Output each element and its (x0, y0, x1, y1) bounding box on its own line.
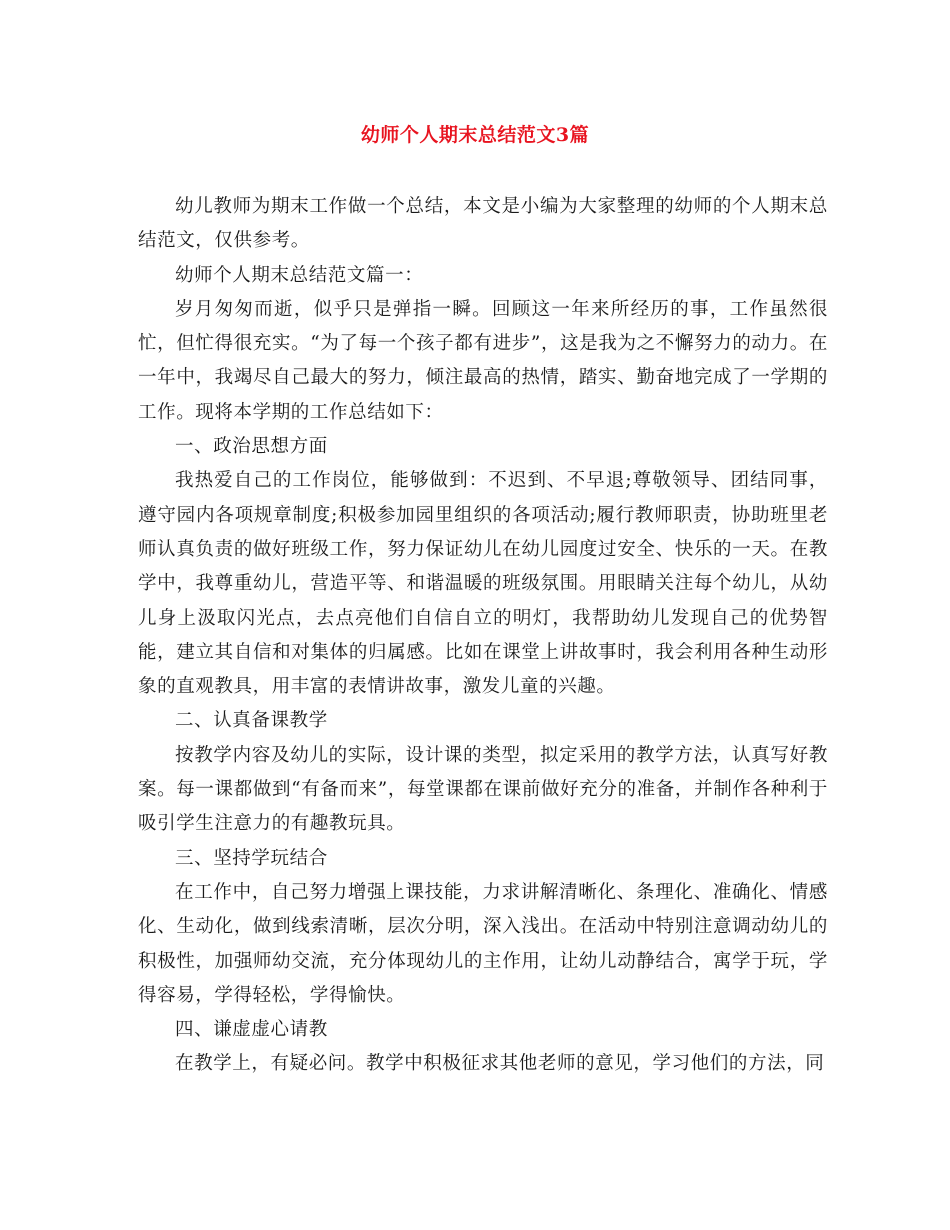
section-heading-humble: 四、谦虚虚心请教 (175, 1019, 328, 1041)
document-body (138, 190, 828, 1082)
paragraph-opening: 岁月匆匆而逝，似乎只是弹指一瞬。回顾这一年来所经历的事，工作虽然很忙，但忙得很充实。“为了每一个孩子都有进步”，这是我为之不懈努力的动力。在一年中，我竭尽自己最大的努力，倾注最高的热情，踏实、勤奋地完成了一学期的工作。现将本学期的工作总结如下： (138, 298, 828, 423)
paragraph-politics: 我热爱自己的工作岗位，能够做到：不迟到、不早退;尊敬领导、团结同事，遵守园内各项规章制度;积极参加园里组织的各项活动;履行教师职责，协助班里老师认真负责的做好班级工作，努力保证幼儿在幼儿园度过安全、快乐的一天。在教学中，我尊重幼儿，营造平等、和谐温暖的班级氛围。用眼睛关注每个幼儿，从幼儿身上汲取闪光点，去点亮他们自信自立的明灯，我帮助幼儿发现自己的优势智能，建立其自信和对集体的归属感。比如在课堂上讲故事时，我会利用各种生动形象的直观教具，用丰富的表情讲故事，激发儿童的兴趣。 (138, 470, 828, 698)
paragraph-lesson-prep: 按教学内容及幼儿的实际，设计课的类型，拟定采用的教学方法，认真写好教案。每一课都做到“有备而来”，每堂课都在课前做好充分的准备，并制作各种利于吸引学生注意力的有趣教玩具。 (138, 744, 828, 835)
paragraph-part-heading: 幼师个人期末总结范文篇一： (175, 264, 424, 286)
section-heading-learn-play: 三、坚持学玩结合 (175, 847, 328, 869)
document-title: 幼师个人期末总结范文3篇 (360, 124, 590, 146)
section-heading-politics: 一、政治思想方面 (175, 436, 328, 458)
paragraph-learn-play: 在工作中，自己努力增强上课技能，力求讲解清晰化、条理化、准确化、情感化、生动化，做到线索清晰，层次分明，深入浅出。在活动中特别注意调动幼儿的积极性，加强师幼交流，充分体现幼儿的主作用，让幼儿动静结合，寓学于玩，学得容易，学得轻松，学得愉快。 (138, 881, 828, 1006)
section-heading-lesson-prep: 二、认真备课教学 (175, 710, 328, 732)
paragraph-humble: 在教学上，有疑必问。教学中积极征求其他老师的意见，学习他们的方法，同 (175, 1053, 825, 1075)
paragraph-intro: 幼儿教师为期末工作做一个总结，本文是小编为大家整理的幼师的个人期末总结范文，仅供参考。 (138, 196, 828, 252)
